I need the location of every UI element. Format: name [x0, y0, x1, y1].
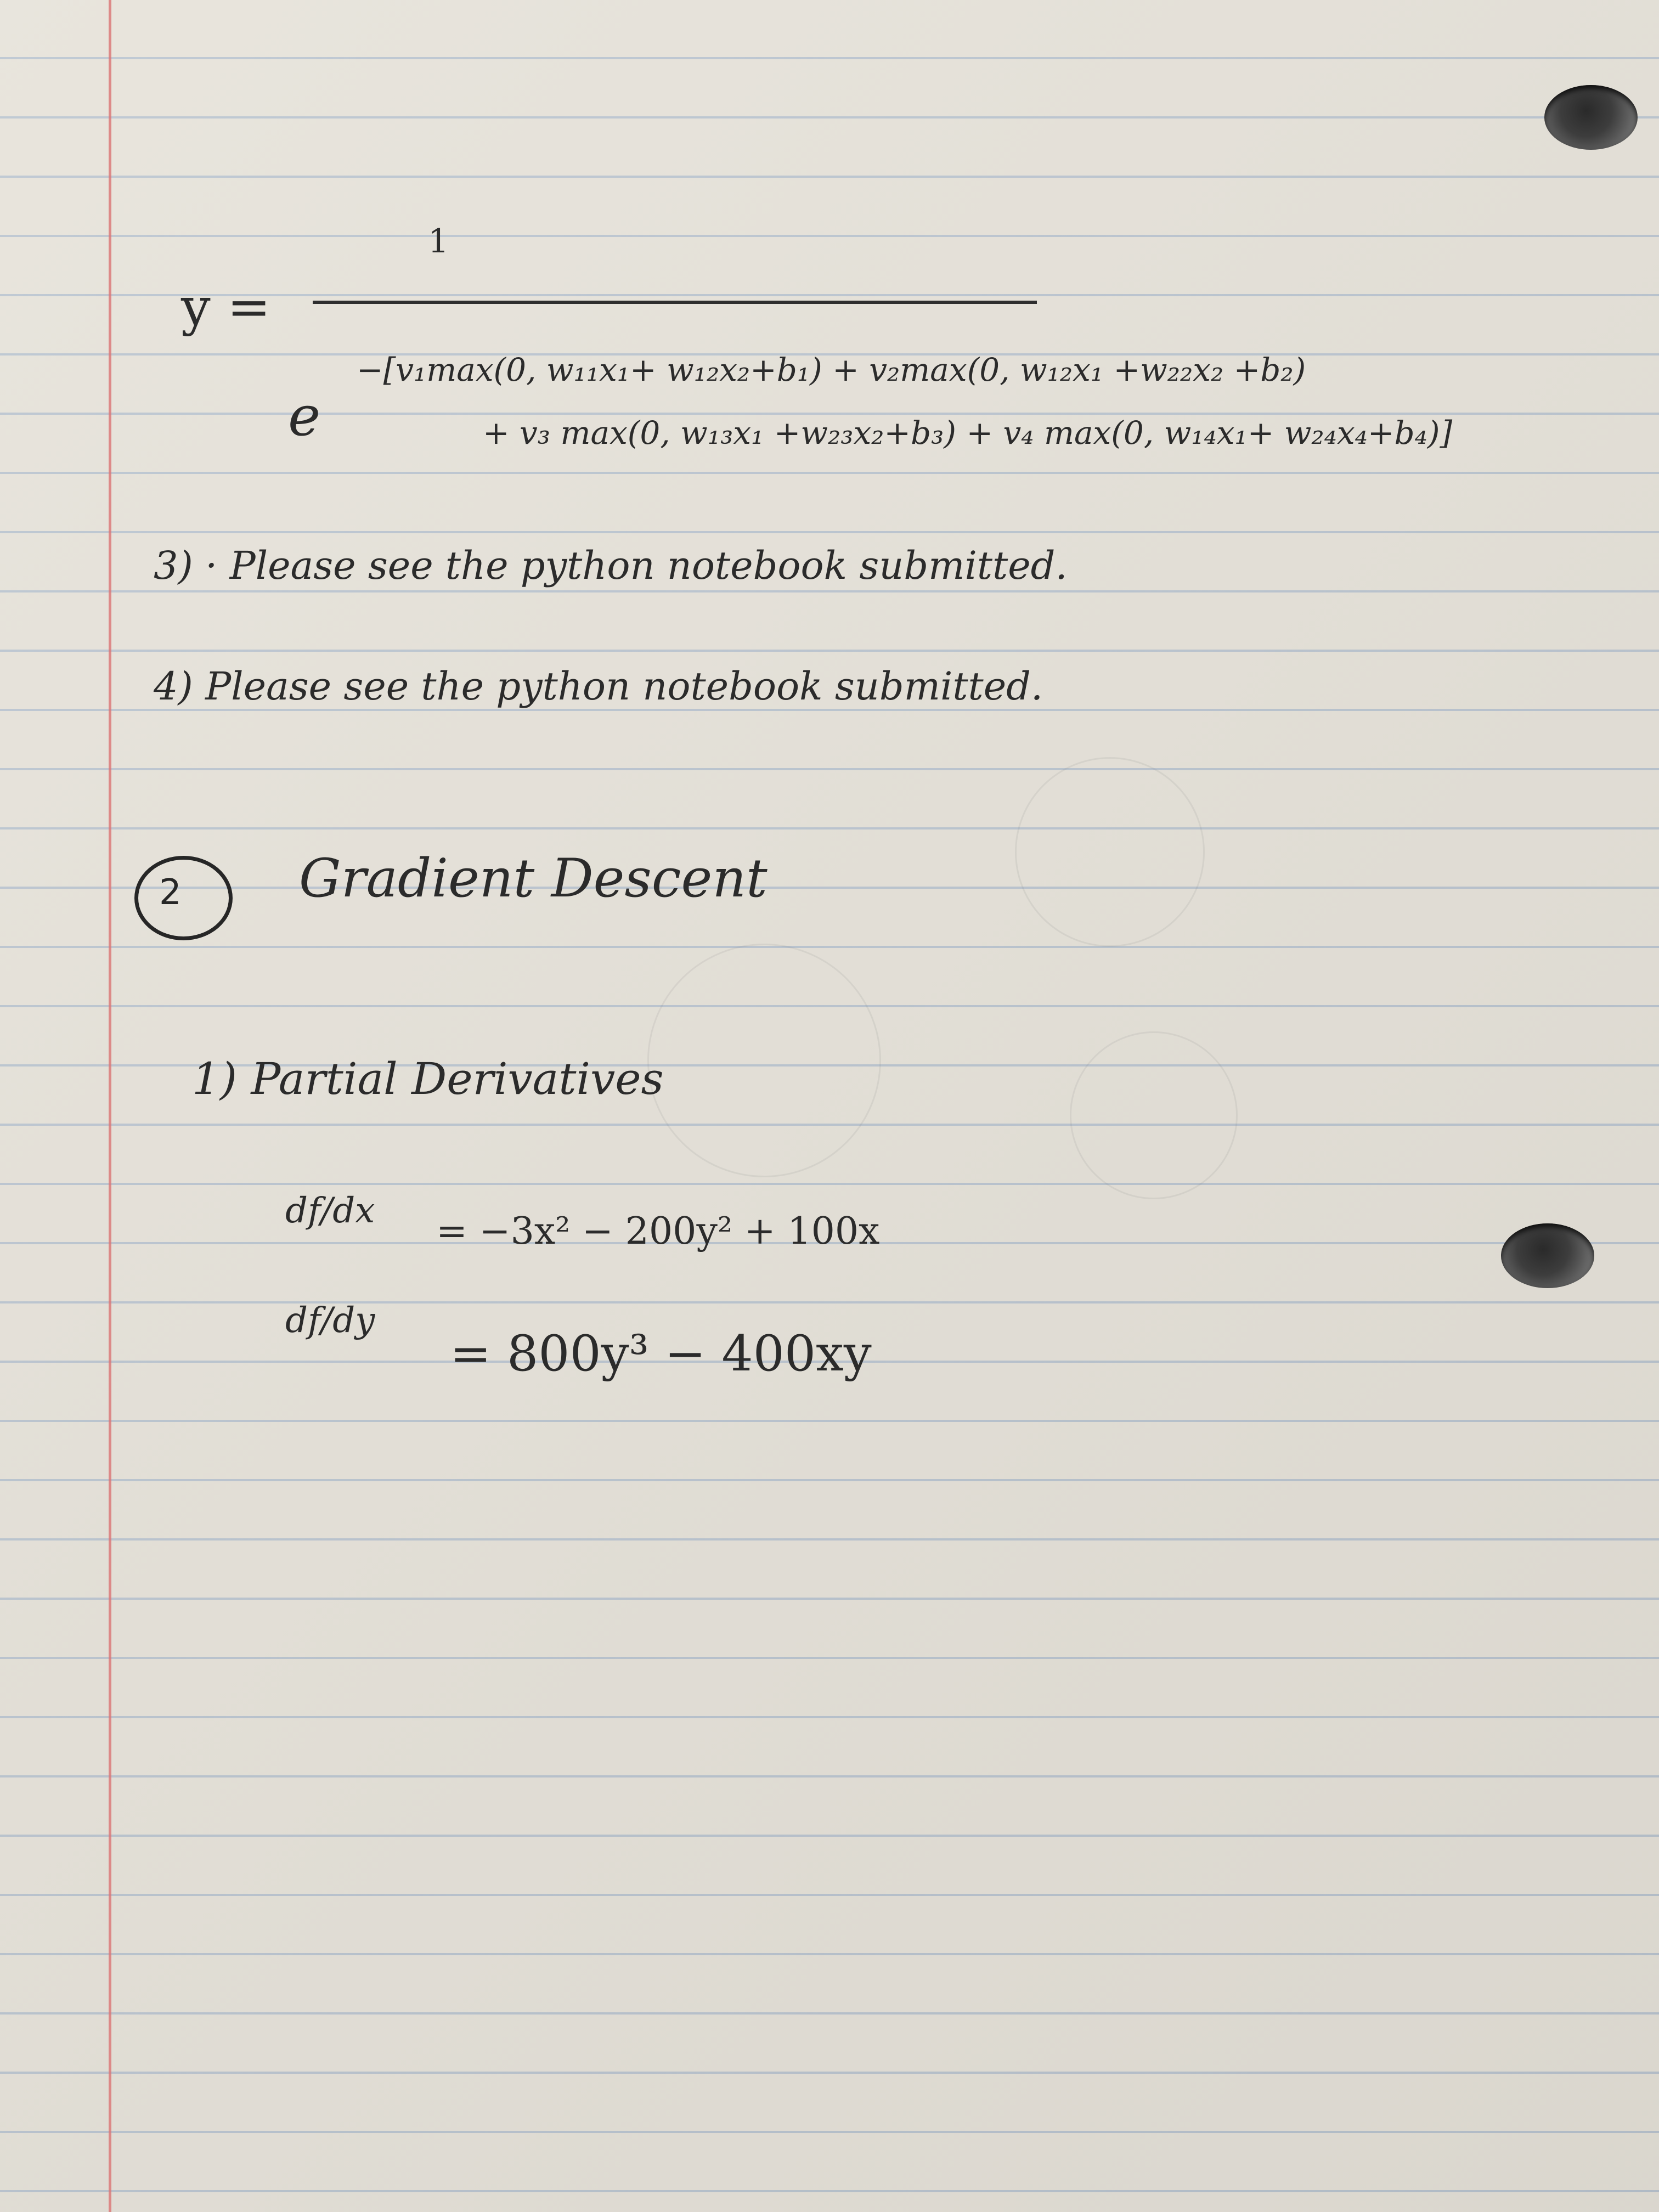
answer-item-3: 3) · Please see the python notebook submitted.: [154, 543, 1068, 588]
section-number: 2: [159, 872, 182, 913]
equation-exponent-line-1: −[v₁max(0, w₁₁x₁+ w₁₂x₂+b₁) + v₂max(0, w₁₂x₁ +w₂₂x₂ +b₂): [357, 351, 1306, 388]
derivative-y-label: df/dy: [285, 1300, 375, 1341]
section-title: Gradient Descent: [299, 848, 768, 909]
binder-hole-top: [1544, 85, 1638, 150]
subsection-title: 1) Partial Derivatives: [192, 1053, 664, 1104]
derivative-y-expression: = 800y³ − 400xy: [450, 1325, 872, 1383]
bleed-through-circle: [1015, 757, 1205, 947]
binder-hole-middle: [1501, 1223, 1594, 1288]
section-number-circle: [134, 856, 233, 940]
derivative-x-label: df/dx: [285, 1190, 375, 1231]
fraction-bar: [313, 301, 1037, 304]
equation-base: e: [288, 384, 321, 448]
derivative-x-expression: = −3x² − 200y² + 100x: [436, 1210, 880, 1253]
equation-numerator: 1: [428, 222, 449, 261]
equation-lhs: y =: [181, 277, 271, 337]
red-margin-line: [109, 0, 111, 2212]
answer-item-4: 4) Please see the python notebook submitted.: [154, 664, 1043, 709]
bleed-through-circle: [1070, 1031, 1238, 1199]
equation-exponent-line-2: + v₃ max(0, w₁₃x₁ +w₂₃x₂+b₃) + v₄ max(0, w₁₄x₁+ w₂₄x₄+b₄)]: [483, 414, 1453, 452]
bleed-through-circle: [647, 944, 881, 1177]
